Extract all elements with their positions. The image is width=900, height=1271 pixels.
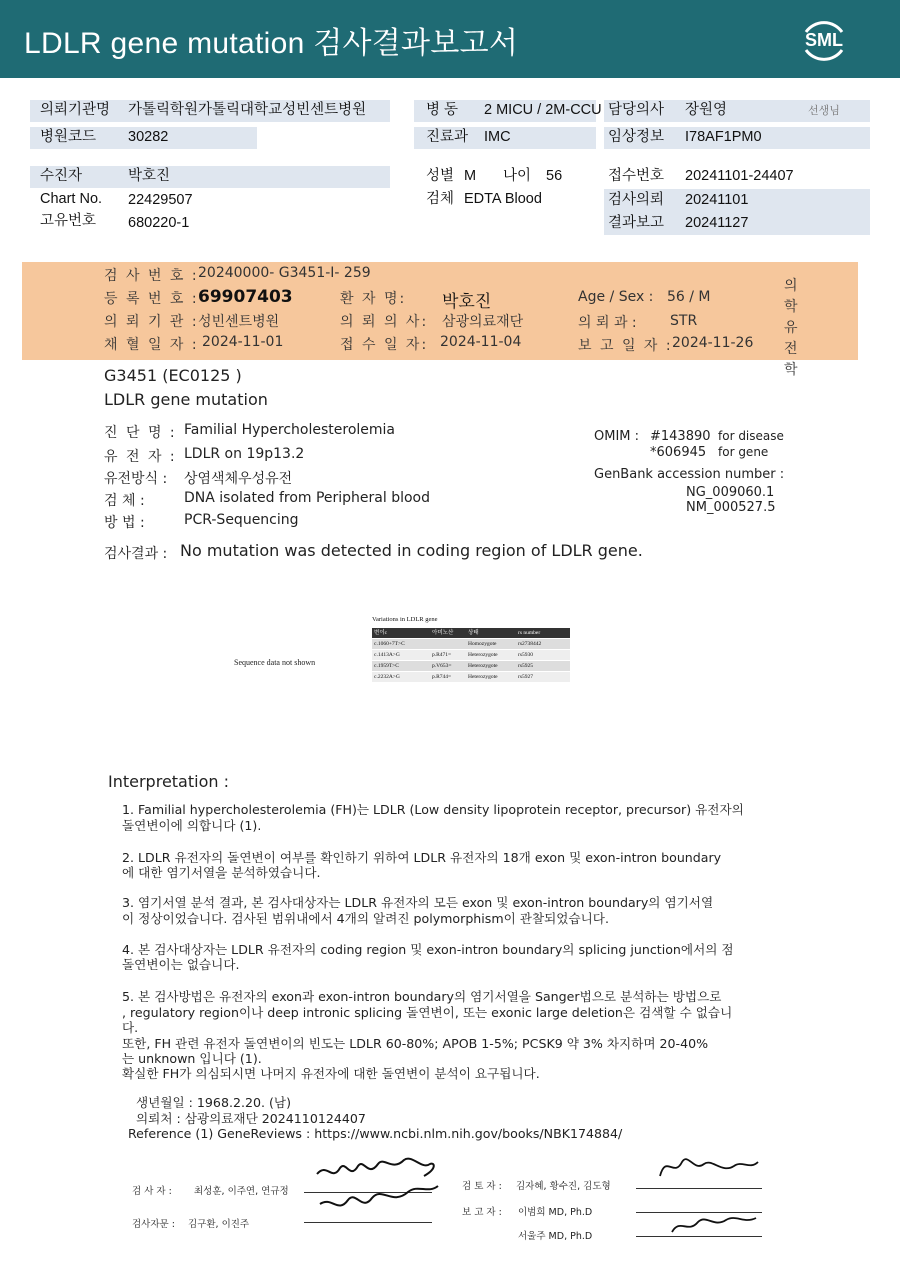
clinical-label: 임상정보	[608, 129, 665, 145]
inheritance-label: 유전방식 :	[104, 471, 168, 487]
test-name: LDLR gene mutation	[104, 390, 268, 409]
variation-header-row	[372, 628, 570, 638]
testers: 최성훈, 이주연, 연규정	[194, 1186, 289, 1197]
interpretation-title: Interpretation :	[108, 772, 229, 791]
age-value: 56	[546, 168, 563, 184]
variation-row	[372, 650, 570, 660]
receipt-value: 20241101-24407	[685, 168, 794, 184]
variation-cell: p.R471=	[432, 652, 452, 658]
interp-line: 확실한 FH가 의심되시면 나머지 유전자에 대한 돌연변이 분석이 요구됩니다.	[122, 1066, 540, 1081]
birth-date: 생년월일 : 1968.2.20. (남)	[136, 1095, 292, 1110]
variation-row	[372, 661, 570, 671]
variation-cell: rs5925	[518, 663, 533, 669]
report-title: LDLR gene mutation 검사결과보고서	[24, 27, 519, 60]
interp-line: 돌연변이에 의합니다 (1).	[122, 818, 262, 833]
variation-cell: c.1060+7T>C	[374, 641, 405, 647]
reviewer-label: 검 토 자 :	[462, 1181, 502, 1192]
hospital-code-label: 병원코드	[40, 129, 97, 145]
sex-label: 성별	[426, 168, 455, 184]
interp-line: 에 대한 염기서열을 분석하였습니다.	[122, 865, 321, 880]
receipt-label: 접수번호	[608, 168, 665, 184]
gene-label: 유 전 자 :	[104, 449, 177, 465]
tester-label: 검 사 자 :	[132, 1186, 172, 1197]
report-date-label: 결과보고	[608, 215, 665, 231]
chart-value: 22429507	[128, 192, 193, 208]
request-org-value: 가톨릭학원가톨릭대학교성빈센트병원	[128, 102, 367, 118]
variation-cell: Heterozygote	[468, 663, 498, 669]
request-org-label: 의뢰기관명	[40, 102, 111, 118]
unique-value: 680220-1	[128, 215, 190, 231]
omim-gene-note: for gene	[718, 445, 769, 459]
variation-cell	[430, 639, 466, 649]
collect-value: 2024-11-01	[202, 334, 284, 350]
test-no-label: 검 사 번 호 :	[104, 268, 199, 284]
reporter-2: 서울주 MD, Ph.D	[518, 1231, 593, 1242]
diagnosis-label: 진 단 명 :	[104, 425, 177, 441]
variation-cell: Heterozygote	[468, 674, 498, 680]
variation-row	[372, 639, 570, 649]
sml-logo	[798, 14, 850, 66]
dept-label-scan: 의 뢰 과 :	[578, 315, 637, 331]
interp-line: 또한, FH 관련 유전자 돌연변이의 빈도는 LDLR 60-80%; APOB 1-5%; PCSK9 약 3% 차지하며 20-40%	[122, 1036, 709, 1051]
variation-cell: rs2738442	[518, 641, 542, 647]
referral: 의뢰처 : 삼광의료재단 2024110124407	[136, 1111, 366, 1126]
receive-value: 2024-11-04	[440, 334, 522, 350]
doctor-value: 장원영	[685, 102, 728, 118]
hospital-code-value: 30282	[128, 129, 169, 145]
dept-value-scan: STR	[670, 313, 698, 329]
variation-header-cell: 아미노산	[432, 630, 454, 636]
method-label: 방 법 :	[104, 515, 145, 531]
variation-cell: p.V653=	[432, 663, 452, 669]
unique-label: 고유번호	[40, 213, 97, 229]
receive-label: 접 수 일 자:	[340, 337, 429, 353]
consultant-label: 검사자문 :	[132, 1219, 175, 1230]
inheritance-value: 상염색체우성유전	[184, 471, 293, 487]
variation-header-cell: rs number	[518, 630, 541, 636]
patient-name-value: 박호진	[442, 292, 492, 312]
tester-signature	[312, 1152, 442, 1232]
reviewer-signature	[652, 1148, 762, 1238]
report-label: 보 고 일 자 :	[578, 338, 673, 354]
test-no-value: 20240000- G3451-I- 259	[198, 265, 371, 281]
gene-value: LDLR on 19p13.2	[184, 446, 305, 462]
dept-value: IMC	[484, 129, 511, 145]
genbank-label: GenBank accession number :	[594, 467, 785, 482]
age-label: 나이	[503, 168, 532, 184]
band-patient	[30, 166, 390, 188]
interp-line: 3. 염기서열 분석 결과, 본 검사대상자는 LDLR 유전자의 모든 exon 및 exon-intron boundary의 염기서열	[122, 895, 714, 910]
variation-cell: Homozygote	[468, 641, 497, 647]
interp-line: 5. 본 검사방법은 유전자의 exon과 exon-intron boundary의 염기서열을 Sanger법으로 분석하는 방법으로	[122, 989, 722, 1004]
reporter-label: 보 고 자 :	[462, 1207, 502, 1218]
reporter-1: 이범희 MD, Ph.D	[518, 1207, 593, 1218]
report-value: 2024-11-26	[672, 335, 754, 351]
org-label: 의 뢰 기 관 :	[104, 314, 199, 330]
side-label: 의학유전학	[784, 278, 798, 378]
interp-line: 돌연변이는 없습니다.	[122, 957, 240, 972]
clinical-value: I78AF1PM0	[685, 129, 762, 145]
result-label: 검사결과 :	[104, 546, 168, 562]
interp-line: 2. LDLR 유전자의 돌연변이 여부를 확인하기 위하여 LDLR 유전자의 18개 exon 및 exon-intron boundary	[122, 850, 722, 865]
sex-value: M	[464, 168, 477, 184]
genbank-ng: NG_009060.1	[686, 485, 775, 500]
omim-disease-note: for disease	[718, 429, 784, 443]
variation-row	[372, 672, 570, 682]
ward-value: 2 MICU / 2M-CCU	[484, 102, 602, 118]
patient-value: 박호진	[128, 168, 171, 184]
variation-table-title: Variations in LDLR gene	[372, 616, 438, 623]
variation-cell: rs5930	[518, 652, 533, 658]
logo-text: SML	[805, 30, 843, 50]
report-header	[0, 0, 900, 78]
patient-name-label: 환 자 명:	[340, 291, 407, 307]
interp-line: 는 unknown 입니다 (1).	[122, 1051, 262, 1066]
doctor-suffix: 선생님	[808, 105, 840, 117]
variation-header-cell: 상태	[468, 630, 479, 636]
specimen-label: 검체	[426, 191, 455, 207]
collect-label: 채 혈 일 자 :	[104, 337, 199, 353]
ward-label: 병 동	[426, 102, 459, 118]
variation-cell: c.1959T>C	[374, 663, 399, 669]
request-date-label: 검사의뢰	[608, 192, 665, 208]
seq-note: Sequence data not shown	[234, 658, 316, 667]
sample-value: DNA isolated from Peripheral blood	[184, 490, 431, 506]
consultants: 김구환, 이진주	[188, 1219, 250, 1230]
org-value: 성빈센트병원	[198, 314, 280, 330]
omim-gene: *606945	[650, 445, 707, 460]
agesex-value: 56 / M	[667, 289, 711, 305]
reviewers: 김자혜, 황수진, 김도형	[516, 1181, 611, 1192]
interp-line: , regulatory region이나 deep intronic splicing 돌연변이, 또는 exonic large deletion은 검색할 수 없습니	[122, 1005, 733, 1020]
dept-label: 진료과	[426, 129, 469, 145]
variation-cell: c.1413A>G	[374, 652, 400, 658]
req-doctor-label: 의 뢰 의 사:	[340, 314, 429, 330]
interp-line: 이 정상이었습니다. 검사된 범위내에서 4개의 알려진 polymorphism이 관찰되었습니다.	[122, 911, 609, 926]
chart-label: Chart No.	[40, 191, 103, 207]
genbank-nm: NM_000527.5	[686, 500, 776, 515]
doctor-label: 담당의사	[608, 102, 665, 118]
req-doctor-value: 삼광의료재단	[442, 314, 524, 330]
variation-cell: p.R744=	[432, 674, 452, 680]
omim-label: OMIM :	[594, 429, 640, 444]
reg-no-value: 69907403	[198, 287, 293, 307]
variation-cell: Heterozygote	[468, 652, 498, 658]
agesex-label: Age / Sex :	[578, 289, 654, 305]
report-date-value: 20241127	[685, 215, 749, 231]
diagnosis-value: Familial Hypercholesterolemia	[184, 422, 395, 438]
interp-line: 다.	[122, 1020, 139, 1035]
sample-label: 검 체 :	[104, 493, 145, 509]
test-code: G3451 (EC0125 )	[104, 366, 242, 385]
request-date-value: 20241101	[685, 192, 749, 208]
variation-header-cell: 변이c	[374, 630, 388, 636]
scanned-report	[22, 250, 858, 1271]
result-value: No mutation was detected in coding region of LDLR gene.	[180, 541, 643, 560]
interp-line: 1. Familial hypercholesterolemia (FH)는 LDLR (Low density lipoprotein receptor, precursor) 유전자의	[122, 802, 744, 817]
omim-disease: #143890	[650, 429, 711, 444]
interp-line: 4. 본 검사대상자는 LDLR 유전자의 coding region 및 exon-intron boundary의 splicing junction에서의 점	[122, 942, 734, 957]
specimen-value: EDTA Blood	[464, 191, 542, 207]
variation-cell: c.2232A>G	[374, 674, 400, 680]
patient-label: 수진자	[40, 168, 83, 184]
method-value: PCR-Sequencing	[184, 512, 299, 528]
variation-cell: rs5927	[518, 674, 533, 680]
reference: Reference (1) GeneReviews : https://www.ncbi.nlm.nih.gov/books/NBK174884/	[128, 1126, 623, 1141]
reg-no-label: 등 록 번 호 :	[104, 291, 199, 307]
